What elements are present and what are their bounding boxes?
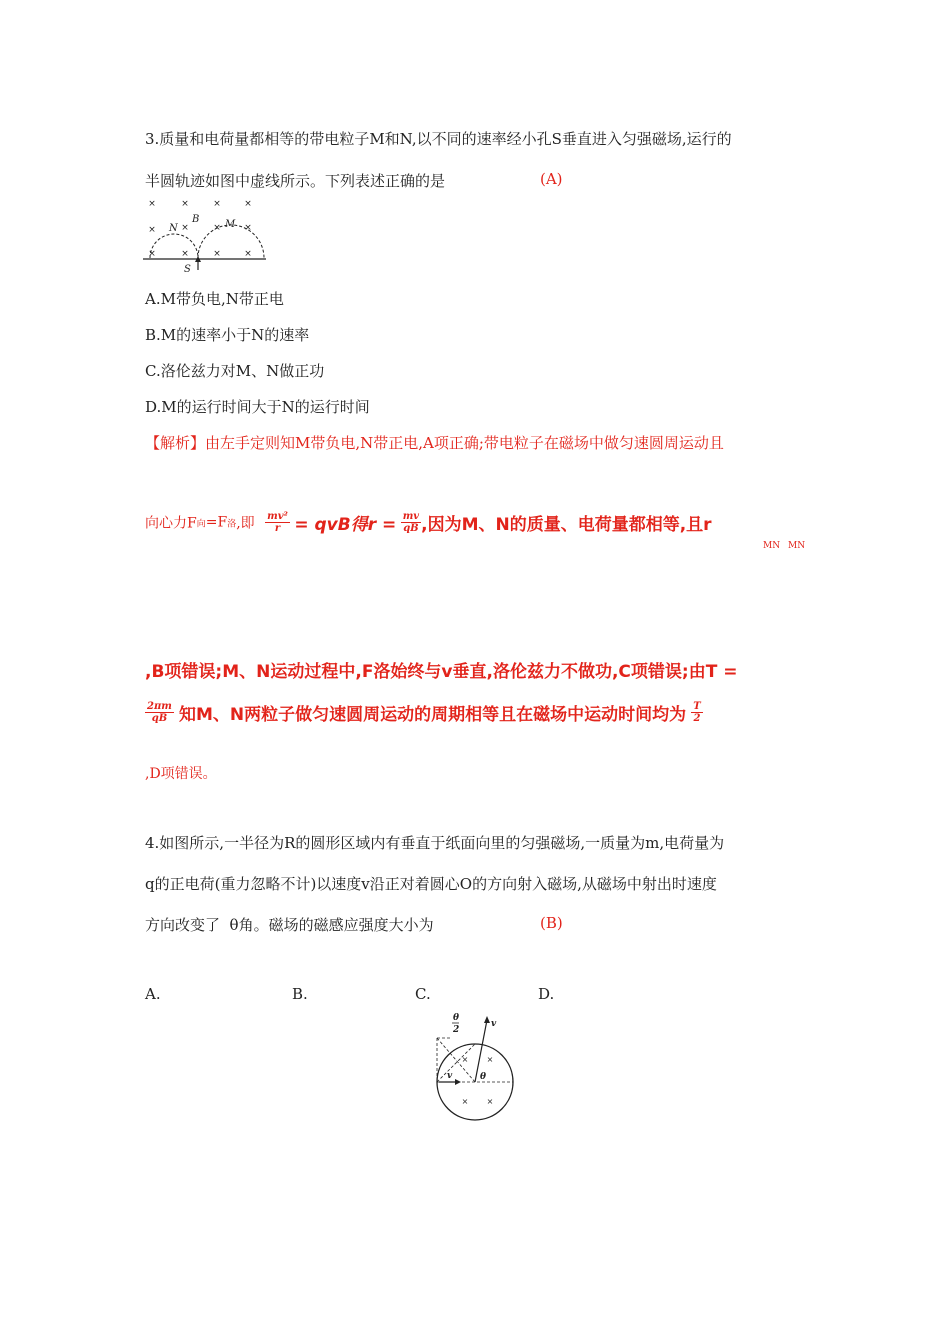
analysis-line-1: [145, 432, 724, 453]
formula-frac-t-2: $\frac{T}{2}$: [693, 701, 701, 724]
field-mark: ×: [213, 249, 221, 259]
field-mark: ×: [181, 249, 189, 259]
q3-line-1: 3.质量和电荷量都相等的带电粒子M和N,以不同的速率经小孔S垂直进入匀强磁场,运行的: [145, 130, 732, 148]
theta-half-den: 2: [453, 1025, 460, 1035]
velocity-in-head: [455, 1079, 461, 1085]
q4-option-d: D.: [538, 985, 555, 1003]
q3-line-2: 半圆轨迹如图中虚线所示。下列表述正确的是: [145, 172, 446, 190]
analysis-line-4: $\frac{2\pi m}{qB}$ 知M、N两粒子做匀速圆周运动的周期相等且在磁场中运动时间均为 $\frac{T}{2}$: [147, 701, 701, 725]
analysis-text-1: 由左手定则知M带负电,N带正电,A项正确;带电粒子在磁场中做匀速圆周运动且: [205, 434, 724, 452]
analysis-line-5: ,D项错误。: [145, 766, 217, 782]
analysis-line-2: 向心力F向=F洛,即 $\frac{\text{mv²}}{r}$ = qvB得r = $\frac{mv}{qB}$ ,因为M、N的质量、电荷量都相等,且r: [145, 511, 712, 535]
q4-line-1: 4.如图所示,一半径为R的圆形区域内有垂直于纸面向里的匀强磁场,一质量为m,电荷量为: [145, 834, 725, 852]
field-mark: ×: [148, 225, 156, 235]
q4-option-a: A.: [145, 985, 161, 1003]
label-theta: θ: [480, 1072, 487, 1082]
q4-option-b: B.: [292, 985, 308, 1003]
formula-frac-mv2-r: $\frac{\text{mv²}}{r}$: [267, 511, 288, 534]
field-mark: ×: [148, 249, 156, 259]
field-mark: ×: [244, 199, 252, 209]
label-n: N: [169, 223, 178, 234]
q4-figure: [425, 1010, 525, 1125]
q3-option-c: C.洛伦兹力对M、N做正功: [145, 362, 325, 380]
field-mark: ×: [213, 223, 221, 233]
field-mark: ×: [213, 199, 221, 209]
formula-frac-2pim-qb: $\frac{2\pi m}{qB}$: [147, 701, 172, 724]
q3-answer: (A): [540, 170, 563, 188]
trajectory-n: [150, 234, 198, 258]
label-s: S: [184, 264, 191, 274]
q3-option-a: A.M带负电,N带正电: [145, 290, 284, 308]
field-mark: ×: [244, 223, 252, 233]
q4-line-3: 方向改变了 θ角。磁场的磁感应强度大小为: [145, 916, 434, 934]
label-v-left: v: [447, 1071, 453, 1081]
label-v-top: v: [491, 1019, 497, 1029]
q3-option-b: B.M的速率小于N的速率: [145, 326, 310, 344]
field-mark: ×: [181, 223, 189, 233]
theta-half-num: θ: [453, 1013, 460, 1023]
q3-figure: [140, 192, 270, 274]
subscript-mn-2: MN: [788, 541, 806, 551]
field-mark: ×: [461, 1097, 469, 1106]
field-mark: ×: [244, 249, 252, 259]
q4-line-2: q的正电荷(重力忽略不计)以速度v沿正对着圆心O的方向射入磁场,从磁场中射出时速度: [145, 875, 717, 893]
field-mark: ×: [148, 199, 156, 209]
q4-option-c: C.: [415, 985, 431, 1003]
analysis-tag: 【解析】: [145, 434, 206, 452]
label-b: B: [192, 214, 200, 225]
field-mark: ×: [486, 1055, 494, 1064]
q3-option-d: D.M的运行时间大于N的运行时间: [145, 398, 370, 416]
subscript-mn-1: MN: [763, 541, 781, 551]
formula-frac-mv-qb: $\frac{mv}{qB}$: [402, 511, 420, 534]
label-m: M: [225, 219, 236, 230]
field-mark: ×: [486, 1097, 494, 1106]
field-mark: ×: [181, 199, 189, 209]
velocity-out-head: [484, 1016, 490, 1023]
field-mark: ×: [461, 1055, 469, 1064]
q4-answer: (B): [540, 914, 563, 932]
analysis-line-3: ,B项错误;M、N运动过程中,F洛始终与v垂直,洛伦兹力不做功,C项错误;由T =: [145, 662, 738, 682]
